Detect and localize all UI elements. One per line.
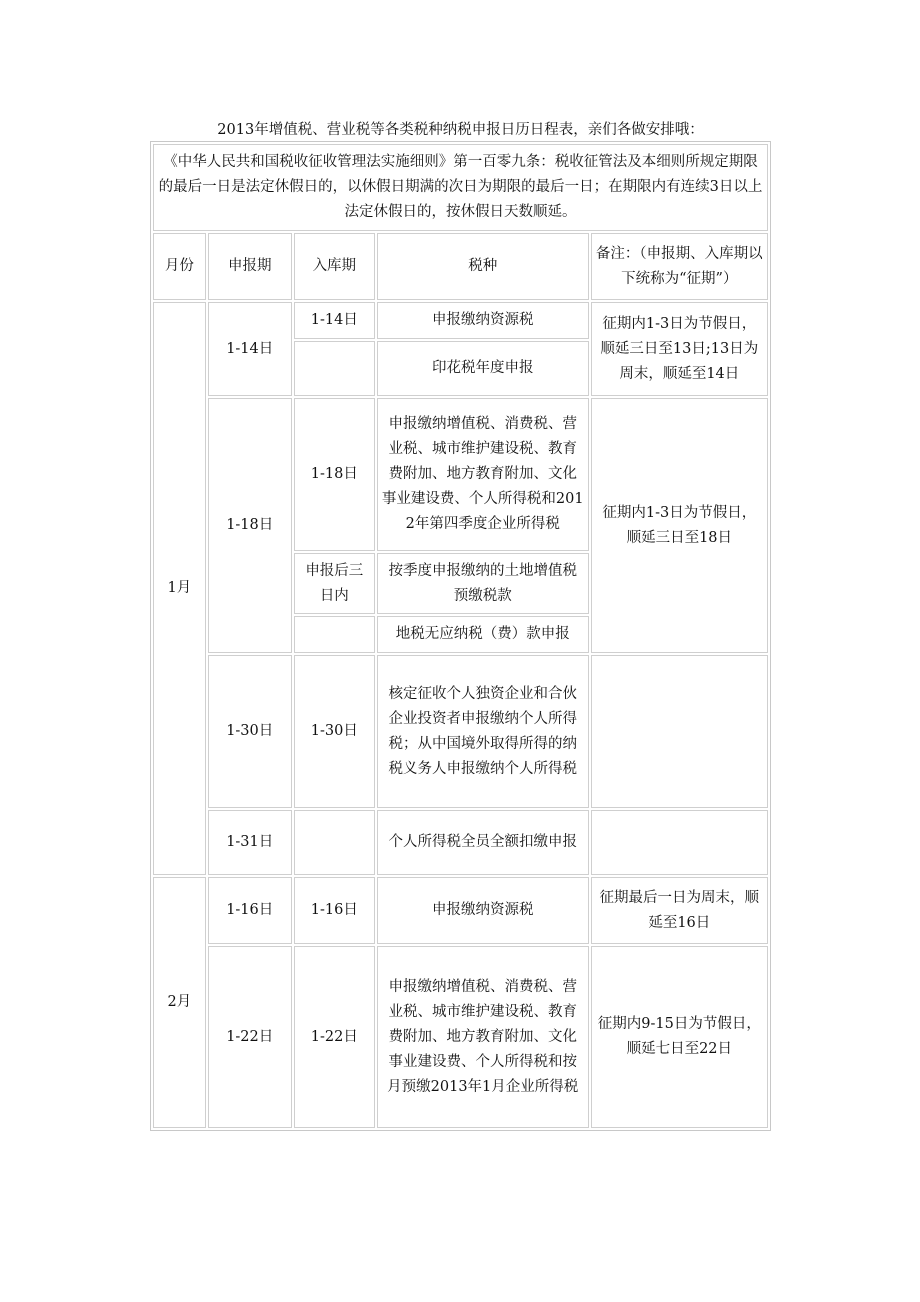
tax-cell: 核定征收个人独资企业和合伙企业投资者申报缴纳个人所得税；从中国境外取得所得的纳税义务人申报缴纳个人所得税 <box>377 655 589 808</box>
page-title: 2013年增值税、营业税等各类税种纳税申报日历日程表，亲们各做安排哦： <box>217 122 704 138</box>
tax-cell: 申报缴纳资源税 <box>377 302 589 339</box>
filing-cell: 1-22日 <box>208 946 292 1128</box>
note-cell: 征期内1-3日为节假日，顺延三日至18日 <box>591 398 768 653</box>
table-row <box>153 877 768 944</box>
filing-cell: 1-30日 <box>208 655 292 808</box>
header-note: 备注：（申报期、入库期以下统称为“征期”） <box>591 233 768 300</box>
month-cell-feb: 2月 <box>153 877 206 1128</box>
payment-cell: 1-18日 <box>294 398 375 551</box>
payment-cell: 申报后三日内 <box>294 553 375 614</box>
header-row <box>153 233 768 300</box>
month-cell-jan: 1月 <box>153 302 206 875</box>
header-payment-period: 入库期 <box>294 233 375 300</box>
filing-cell: 1-31日 <box>208 810 292 875</box>
table-row <box>153 810 768 875</box>
filing-cell: 1-14日 <box>208 302 292 396</box>
tax-cell: 申报缴纳增值税、消费税、营业税、城市维护建设税、教育费附加、地方教育附加、文化事业建设费、个人所得税和按月预缴2013年1月企业所得税 <box>377 946 589 1128</box>
tax-cell: 个人所得税全员全额扣缴申报 <box>377 810 589 875</box>
intro-text: 《中华人民共和国税收征收管理法实施细则》第一百零九条：税收征管法及本细则所规定期限的最后一日是法定休假日的，以休假日期满的次日为期限的最后一日；在期限内有连续3日以上法定休假日的，按休假日天数顺延。 <box>153 144 768 231</box>
tax-cell: 申报缴纳资源税 <box>377 877 589 944</box>
note-cell: 征期最后一日为周末，顺延至16日 <box>591 877 768 944</box>
payment-cell <box>294 341 375 396</box>
payment-cell <box>294 810 375 875</box>
tax-cell: 申报缴纳增值税、消费税、营业税、城市维护建设税、教育费附加、地方教育附加、文化事业建设费、个人所得税和2012年第四季度企业所得税 <box>377 398 589 551</box>
tax-calendar-table <box>150 141 771 1131</box>
note-cell: 征期内9-15日为节假日，顺延七日至22日 <box>591 946 768 1128</box>
payment-cell: 1-30日 <box>294 655 375 808</box>
filing-cell: 1-18日 <box>208 398 292 653</box>
header-month: 月份 <box>153 233 206 300</box>
intro-row <box>153 144 768 231</box>
note-cell <box>591 810 768 875</box>
table-row <box>153 655 768 808</box>
filing-cell: 1-16日 <box>208 877 292 944</box>
header-filing-period: 申报期 <box>208 233 292 300</box>
table-row <box>153 398 768 551</box>
note-cell: 征期内1-3日为节假日，顺延三日至13日;13日为周末，顺延至14日 <box>591 302 768 396</box>
note-cell <box>591 655 768 808</box>
tax-cell: 按季度申报缴纳的土地增值税预缴税款 <box>377 553 589 614</box>
table-row <box>153 946 768 1128</box>
payment-cell: 1-14日 <box>294 302 375 339</box>
tax-cell: 印花税年度申报 <box>377 341 589 396</box>
payment-cell: 1-16日 <box>294 877 375 944</box>
payment-cell: 1-22日 <box>294 946 375 1128</box>
header-tax-type: 税种 <box>377 233 589 300</box>
payment-cell <box>294 616 375 653</box>
tax-cell: 地税无应纳税（费）款申报 <box>377 616 589 653</box>
table-row <box>153 302 768 339</box>
